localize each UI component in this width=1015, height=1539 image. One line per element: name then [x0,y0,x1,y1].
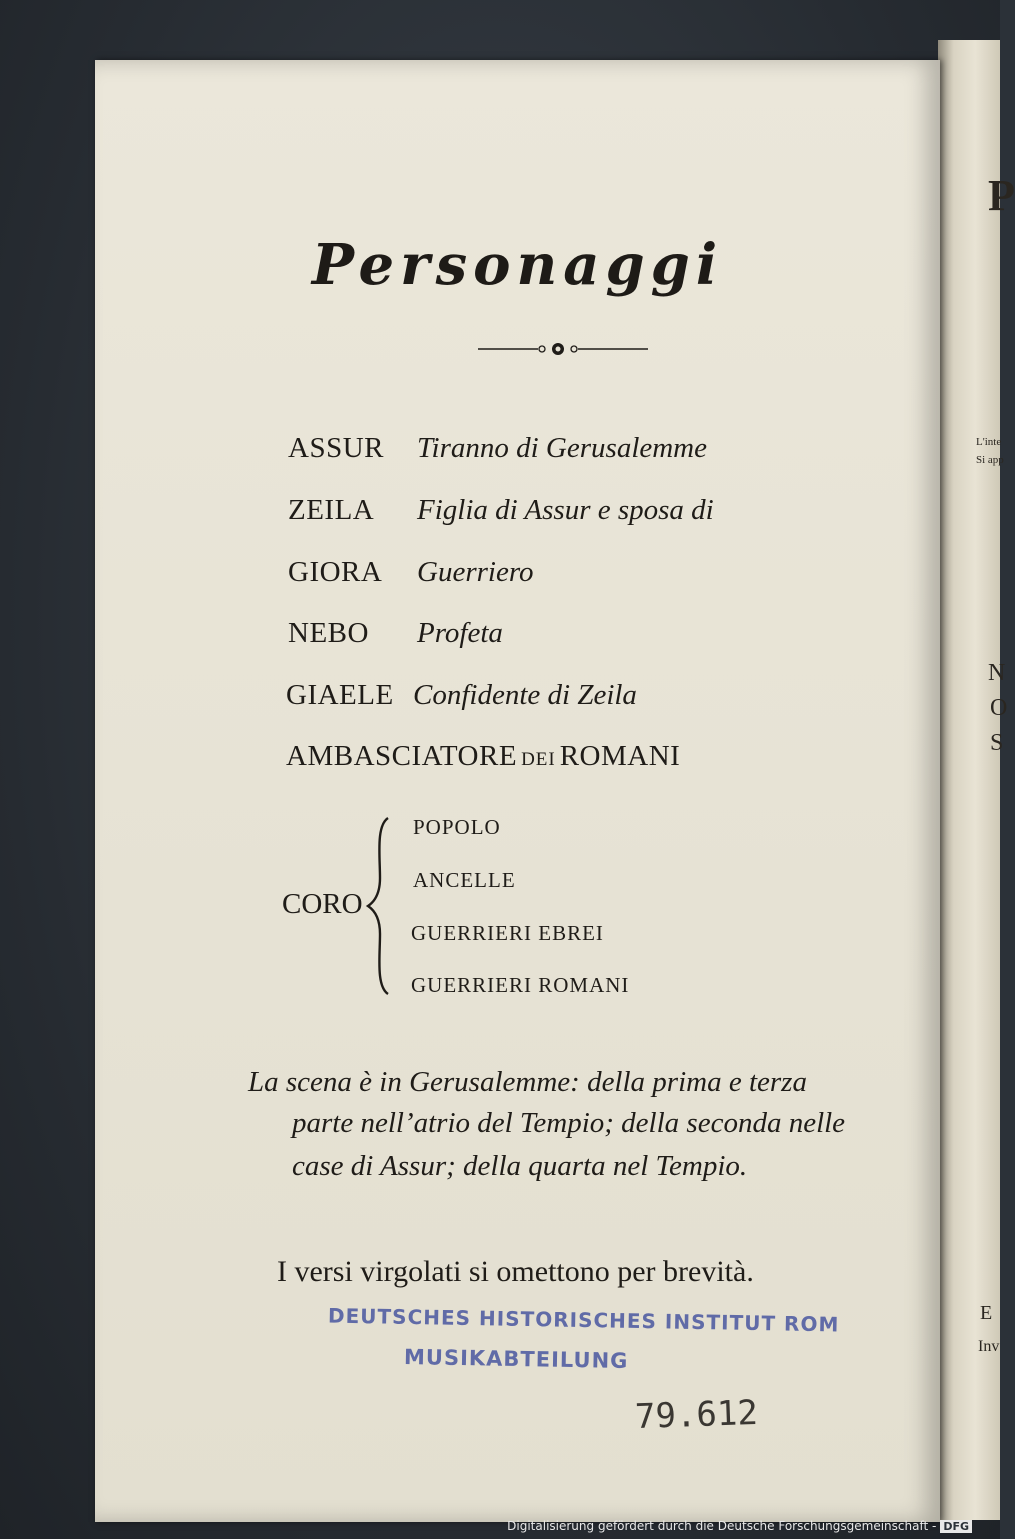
character-role: Tiranno di Gerusalemme [417,432,707,464]
adjacent-page-edge [938,40,1015,1520]
adjacent-fragment: Si app [976,454,1004,466]
character-name: GIORA [288,556,383,588]
character-role: Profeta [417,617,503,649]
chorus-item: ANCELLE [413,868,516,892]
chorus-item: GUERRIERI EBREI [411,921,604,945]
omission-note: I versi virgolati si omettono per brevità. [277,1255,754,1288]
ambassador-word: DEI [521,749,556,770]
curly-brace [366,816,396,996]
character-role: Figlia di Assur e sposa di [417,494,714,526]
character-name: GIAELE [286,679,394,711]
scene-line: parte nell’atrio del Tempio; della seconda nelle [292,1107,846,1139]
adjacent-fragment: S [990,730,1004,756]
ambassador-line [286,740,680,773]
book-page [95,60,940,1522]
adjacent-fragment: L'inte [976,436,1002,448]
ambassador-word: AMBASCIATORE [286,740,518,772]
chorus-item: POPOLO [413,815,501,839]
character-role: Confidente di Zeila [413,679,637,711]
adjacent-fragment: N [988,660,1006,686]
chorus-label: CORO [282,888,363,920]
digitization-footer [507,1519,972,1533]
character-name: ZEILA [288,494,375,526]
library-stamp-line: DEUTSCHES HISTORISCHES INSTITUT ROM [327,1303,840,1337]
adjacent-fragment: E [980,1302,993,1324]
library-stamp-line: MUSIKABTEILUNG [403,1345,629,1373]
adjacent-fragment: O [990,695,1008,721]
character-name: NEBO [288,617,369,649]
character-role: Guerriero [417,556,534,588]
character-name: ASSUR [288,432,384,464]
adjacent-fragment: P [988,171,1015,220]
ornament-divider [478,341,648,357]
footer-text: Digitalisierung gefördert durch die Deutsche Forschungsgemeinschaft - [507,1519,937,1533]
chorus-item: GUERRIERI ROMANI [411,973,630,997]
scene-line: La scena è in Gerusalemme: della prima e terza [248,1066,807,1098]
scene-line: case di Assur; della quarta nel Tempio. [292,1150,748,1182]
adjacent-fragment: Inv [978,1338,1000,1355]
ambassador-word: ROMANI [559,740,681,772]
dfg-logo: DFG [940,1520,972,1533]
shelfmark-handwritten: 79.612 [634,1392,759,1438]
page-title: Personaggi [311,232,724,298]
